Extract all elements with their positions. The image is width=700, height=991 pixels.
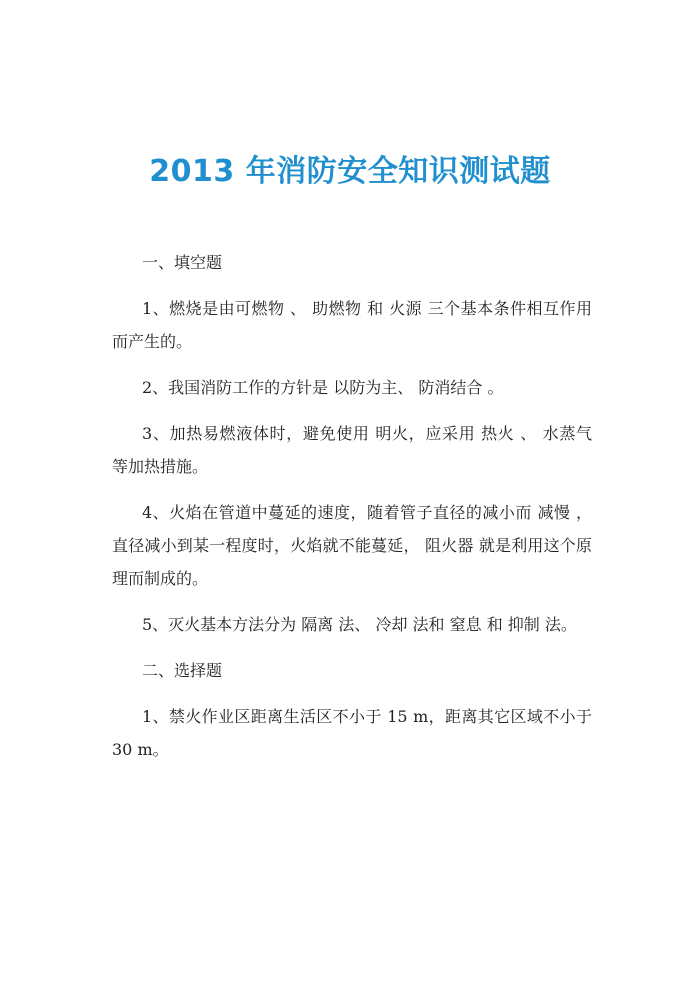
document-title: 2013 年消防安全知识测试题: [149, 154, 551, 189]
question-1-2: 2、我国消防工作的方针是 以防为主、 防消结合 。: [142, 378, 504, 397]
document-body: [112, 246, 592, 766]
section-heading-fill-in: 一、填空题: [142, 253, 223, 272]
question-1-5: 5、灭火基本方法分为 隔离 法、 冷却 法和 窒息 和 抑制 法。: [142, 615, 577, 634]
question-1-4: 4、火焰在管道中蔓延的速度，随着管子直径的减小而 减慢 ，直径减小到某一程度时，火焰就不能蔓延， 阻火器 就是利用这个原理而制成的。: [112, 503, 592, 588]
question-1-3: 3、加热易燃液体时，避免使用 明火，应采用 热火 、 水蒸气 等加热措施。: [112, 424, 592, 476]
question-1-1: 1、燃烧是由可燃物 、 助燃物 和 火源 三个基本条件相互作用而产生的。: [112, 299, 592, 351]
question-2-1: 1、禁火作业区距离生活区不小于 15 m，距离其它区域不小于 30 m。: [112, 707, 592, 759]
section-heading-choice: 二、选择题: [142, 661, 223, 680]
